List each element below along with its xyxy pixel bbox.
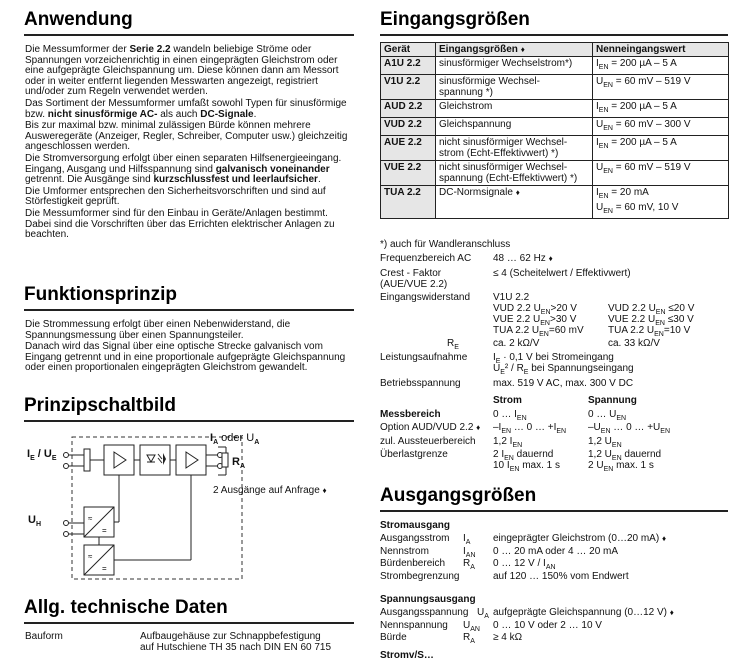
paragraph: Die Umformer entsprechen den Sicherheitsvorschriften und sind auf Störfestigkeit geprüft. [25,185,326,208]
table-row [381,100,729,118]
crest-label: Crest - Faktor [380,268,442,279]
output-label: $I_A$ oder $U_A$ [210,432,260,447]
mess-spannung: 0 … $U_{EN}$ [588,409,627,422]
allg-heading: Allg. technische Daten [24,597,228,618]
divider [380,510,728,512]
output-param-value: 0 … 20 mA oder 4 … 20 mA [493,545,619,557]
eingang-table [380,42,729,219]
ra-label: $R_A$ [232,456,246,471]
table-cell: $U_{EN} = 60$ mV – 519 V [593,75,729,100]
ueb-spannung-1: 1,2 $U_{EN}$ dauernd [588,449,662,462]
paragraph: Das Sortiment der Messumformer umfaßt sowohl Typen für sinusförmige bzw. nicht sinusförmige AC- als auch DC-Signale. [25,97,347,120]
table-row [381,161,729,186]
zul-spannung: 1,2 $U_{EN}$ [588,436,622,449]
output-param-label: Nennspannung [380,619,448,631]
col-header: Eingangsgrößen ♦ [436,43,593,57]
leist-line-2: $U_E^2 / R_E$ bei Spannungseingang [493,363,634,376]
funktion-heading: Funktionsprinzip [24,284,178,305]
output-param-symbol: $U_A$ [477,607,489,620]
re-value-2: ca. 33 kΩ/V [608,338,660,349]
output-param-value: aufgeprägte Gleichspannung (0…12 V) ♦ [493,607,674,618]
output-param-symbol: $I_{AN}$ [463,545,476,559]
table-cell: Gleichspannung [436,118,593,136]
crest-label-2: (AUE/VUE 2.2) [380,279,448,290]
table-cell: $I_{EN} = 20$ mA $U_{EN} = 60$ mV, 10 V [593,186,729,219]
table-row [381,118,729,136]
betr-value: max. 519 V AC, max. 300 V DC [493,378,634,389]
output-param-value: 0 … 10 V oder 2 … 10 V [493,619,602,631]
opt-strom: $-I_{EN}$ … 0 … $+I_{EN}$ [493,422,567,435]
paragraph: Danach wird das Signal über eine optische Strecke galvanisch vom Eingang getrennt und in eine proportionale aufgeprägte Gleichspannung oder einen proportionalen eingeprägten Gleichstrom gewandelt. [25,341,346,374]
eingang-heading: Eingangsgrößen [380,9,530,30]
ueb-strom-1: 2 $I_{EN}$ dauernd [493,449,554,462]
output-param-value: eingeprägter Gleichstrom (0…20 mA) ♦ [493,533,667,544]
divider [24,622,354,624]
leist-label: Leistungsaufnahme [380,352,468,363]
divider [24,34,354,36]
outputs-note: 2 Ausgänge auf Anfrage ♦ [213,485,327,496]
table-cell: $U_{EN} = 60$ mV – 300 V [593,118,729,136]
ew-value: TUA 2.2 $U_{EN}=10$ V [608,325,691,338]
output-param-value: auf 120 … 150% vom Endwert [493,570,629,582]
table-cell: AUE 2.2 [381,136,436,161]
bauform-value-1: Aufbaugehäuse zur Schnappbefestigung [140,631,321,642]
paragraph: Die Strommessung erfolgt über einen Nebenwiderstand, die Spannungsmessung über einen Spannungsteiler. [25,319,291,341]
ueb-label: Überlastgrenze [380,449,448,460]
output-param-label: Bürdenbereich [380,558,446,569]
table-cell: VUE 2.2 [381,161,436,186]
ew-value: VUE 2.2 $U_{EN} \le 30$ V [608,314,694,327]
output-param-label: Ausgangsspannung [380,607,469,618]
table-cell: A1U 2.2 [381,57,436,75]
circuit-diagram [22,425,357,585]
freq-value: 48 … 62 Hz ♦ [493,253,553,264]
aux-label: $U_H$ [28,514,42,529]
table-cell: sinusförmiger Wechselstrom*) [436,57,593,75]
funktion-text [25,320,353,374]
table-cell: $I_{EN} = 200$ µA – 5 A [593,57,729,75]
mess-strom: 0 … $I_{EN}$ [493,409,527,422]
anwendung-text [25,45,353,241]
table-row [381,136,729,161]
table-cell: nicht sinusförmiger Wechsel- strom (Echt-Effektivwert) *) [436,136,593,161]
leist-line-1: $I_E \cdot 0,1$ V bei Stromeingang [493,352,614,365]
bauform-label: Bauform [25,631,63,642]
crest-value: ≤ 4 (Scheitelwert / Effektivwert) [493,268,631,279]
divider [380,34,728,36]
table-cell: $U_{EN} = 60$ mV – 519 V [593,161,729,186]
ew-value: TUA 2.2 $U_{EN}=60$ mV [493,325,584,338]
table-cell: Gleichstrom [436,100,593,118]
col-header: Nenneingangswert [593,43,729,57]
output-param-label: Strombegrenzung [380,570,460,582]
prinzip-heading: Prinzipschaltbild [24,395,177,416]
table-row [381,186,729,219]
output-param-label: Bürde [380,632,407,643]
table-cell: V1U 2.2 [381,75,436,100]
cut-heading: Stromv/S… [380,650,434,658]
zul-label: zul. Aussteuerbereich [380,436,476,447]
opt-spannung: $-U_{EN}$ … 0 … $+U_{EN}$ [588,422,671,435]
footnote: *) auch für Wandleranschluss [380,239,511,250]
paragraph: Die Stromversorgung erfolgt über einen separaten Hilfsenergieeingang. Eingang, Ausgang und Hilfsspannung sind galvanisch voneinander getrennt. Die Ausgänge sind kurzschlussfest und leerlaufsicher. [25,152,342,186]
re-value-1: ca. 2 kΩ/V [493,338,540,349]
table-cell: TUA 2.2 [381,186,436,219]
svg-text:≈: ≈ [88,514,93,523]
opt-label: Option AUD/VUD 2.2 ♦ [380,422,481,433]
ueb-strom-2: 10 $I_{EN}$ max. 1 s [493,460,560,473]
ew-head: V1U 2.2 [493,292,530,303]
table-cell: sinusförmige Wechsel- spannung *) [436,75,593,100]
ew-value: VUD 2.2 $U_{EN}>20$ V [493,303,577,316]
ew-value: VUD 2.2 $U_{EN} \le 20$ V [608,303,695,316]
strom-head: Strom [493,395,522,406]
table-cell: $I_{EN} = 200$ µA – 5 A [593,100,729,118]
table-cell: VUD 2.2 [381,118,436,136]
output-param-symbol: $U_{AN}$ [463,619,480,633]
ueb-spannung-2: 2 $U_{EN}$ max. 1 s [588,460,654,473]
svg-text:=: = [102,526,107,535]
stromausgang-head: Stromausgang [380,520,451,531]
input-label: $I_E / U_E$ [27,448,57,463]
table-row [381,75,729,100]
divider [24,309,354,311]
table-cell: DC-Normsignale ♦ [436,186,593,219]
table-cell: AUD 2.2 [381,100,436,118]
col-header: Gerät [381,43,436,57]
output-param-symbol: $I_A$ [463,533,471,546]
paragraph: Die Messumformer sind für den Einbau in Geräte/Anlagen bestimmt. Dabei sind die Vorschriften über das Errichten elektrischer Anlagen zu beachten. [25,207,335,241]
anwendung-heading: Anwendung [24,9,133,30]
output-param-value: ≥ 4 kΩ [493,632,523,643]
output-param-label: Ausgangsstrom [380,533,450,544]
output-param-value: 0 … 12 V / $I_{AN}$ [493,558,556,571]
bauform-value-2: auf Hutschiene TH 35 nach DIN EN 60 715 [140,642,332,653]
table-row [381,57,729,75]
zul-strom: 1,2 $I_{EN}$ [493,436,523,449]
output-param-symbol: $R_A$ [463,558,475,571]
betr-label: Betriebsspannung [380,378,461,389]
table-cell: nicht sinusförmiger Wechsel- spannung (Echt-Effektivwert) *) [436,161,593,186]
output-param-label: Nennstrom [380,545,429,557]
table-cell: $I_{EN} = 200$ µA – 5 A [593,136,729,161]
mess-label: Messbereich [380,409,441,420]
re-label: $R_E$ [447,338,459,351]
ew-label: Eingangswiderstand [380,292,471,303]
svg-text:≈: ≈ [88,552,93,561]
output-param-symbol: $R_A$ [463,632,475,645]
ausgang-heading: Ausgangsgrößen [380,485,537,506]
divider [24,420,354,422]
spannung-head: Spannung [588,395,637,406]
paragraph: Die Messumformer der Serie 2.2 wandeln beliebige Ströme oder Spannungen vorzeichenrichtig in einen eingeprägten Gleichstrom oder eine aufgeprägte Gleichspannung um. Diese können dann am Messort oder in weiter entfernt liegenden Messwarten angezeigt, registriert und/oder zum Regeln verwendet werden. [25,44,339,98]
ew-value: VUE 2.2 $U_{EN}>30$ V [493,314,577,327]
paragraph: Bis zur maximal bzw. minimal zulässigen Bürde können mehrere Ausweregeräte (Anzeiger, Regler, Schreiber, Computer usw.) gleichzeitig angeschlossen werden. [25,120,348,153]
freq-label: Frequenzbereich AC [380,253,472,264]
svg-text:=: = [102,564,107,573]
spannungsausgang-head: Spannungsausgang [380,594,476,605]
